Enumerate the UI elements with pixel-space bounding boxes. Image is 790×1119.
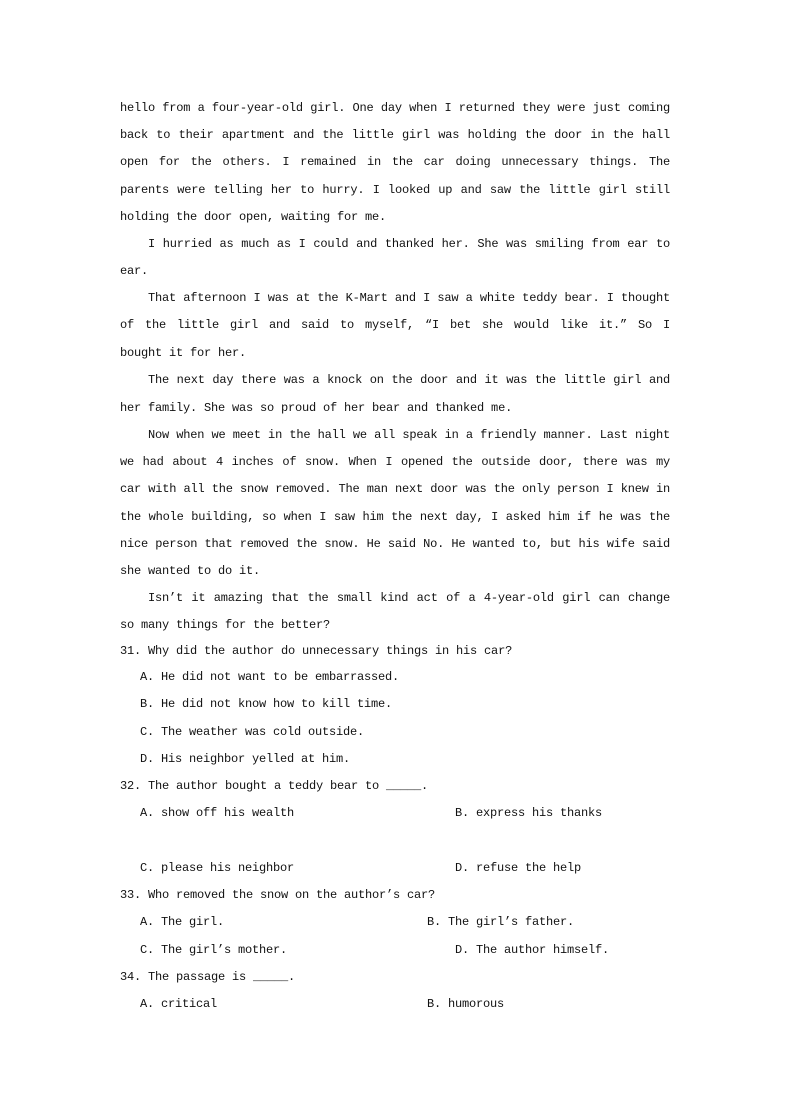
option-b: B. He did not know how to kill time. — [140, 697, 393, 711]
passage-line: she wanted to do it. — [120, 564, 261, 578]
option-d: D. refuse the help — [455, 861, 582, 875]
option-c: C. please his neighbor — [140, 861, 295, 875]
passage-line: ear. — [120, 264, 149, 278]
question-stem: 33. Who removed the snow on the author’s car? — [120, 888, 436, 902]
passage-line: The next day there was a knock on the door and it was the little girl and — [148, 373, 670, 387]
option-b: B. express his thanks — [455, 806, 603, 820]
passage-line: Now when we meet in the hall we all speak in a friendly manner. Last night — [148, 428, 670, 442]
passage-line: Isn’t it amazing that the small kind act of a 4-year-old girl can change — [148, 591, 670, 605]
passage-line: parents were telling her to hurry. I looked up and saw the little girl still — [120, 183, 670, 197]
option-a: A. The girl. — [140, 915, 225, 929]
passage-line: car with all the snow removed. The man next door was the only person I knew in — [120, 482, 670, 496]
option-d: D. His neighbor yelled at him. — [140, 752, 351, 766]
passage-line: That afternoon I was at the K-Mart and I saw a white teddy bear. I thought — [148, 291, 670, 305]
passage-line: her family. She was so proud of her bear and thanked me. — [120, 401, 513, 415]
passage-line: back to their apartment and the little girl was holding the door in the hall — [120, 128, 670, 142]
passage-line: of the little girl and said to myself, “I bet she would like it.” So I — [120, 318, 670, 332]
passage-line: open for the others. I remained in the car doing unnecessary things. The — [120, 155, 670, 169]
option-a: A. He did not want to be embarrassed. — [140, 670, 400, 684]
option-b: B. The girl’s father. — [427, 915, 575, 929]
passage-line: nice person that removed the snow. He said No. He wanted to, but his wife said — [120, 537, 670, 551]
option-d: D. The author himself. — [455, 943, 610, 957]
passage-line: so many things for the better? — [120, 618, 331, 632]
question-stem: 34. The passage is _____. — [120, 970, 296, 984]
question-stem: 31. Why did the author do unnecessary things in his car? — [120, 644, 513, 658]
passage-line: we had about 4 inches of snow. When I opened the outside door, there was my — [120, 455, 670, 469]
passage-line: bought it for her. — [120, 346, 247, 360]
passage-line: I hurried as much as I could and thanked her. She was smiling from ear to — [148, 237, 670, 251]
question-stem: 32. The author bought a teddy bear to _____. — [120, 779, 429, 793]
option-c: C. The weather was cold outside. — [140, 725, 365, 739]
option-b: B. humorous — [427, 997, 505, 1011]
option-a: A. show off his wealth — [140, 806, 295, 820]
passage-line: the whole building, so when I saw him the next day, I asked him if he was the — [120, 510, 670, 524]
option-c: C. The girl’s mother. — [140, 943, 288, 957]
passage-line: holding the door open, waiting for me. — [120, 210, 387, 224]
passage-line: hello from a four-year-old girl. One day when I returned they were just coming — [120, 101, 670, 115]
option-a: A. critical — [140, 997, 218, 1011]
